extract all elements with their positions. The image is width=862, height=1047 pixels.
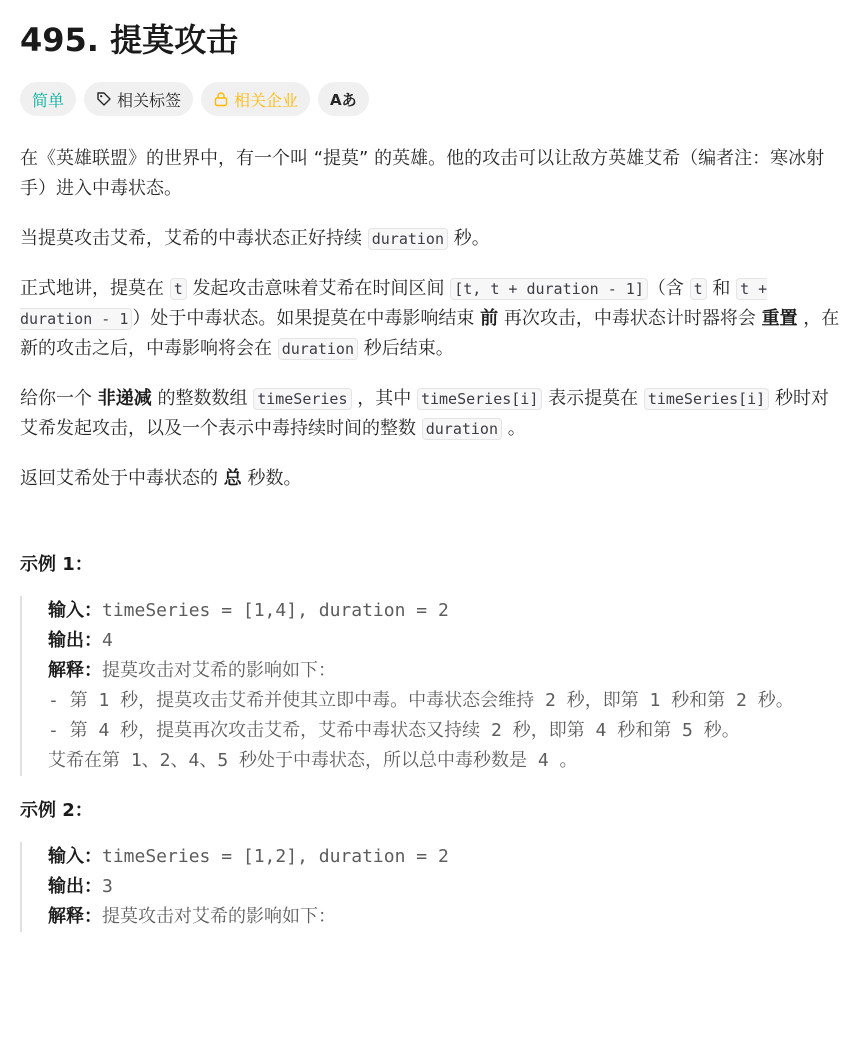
inline-code: duration (278, 338, 358, 360)
problem-panel (20, 18, 842, 932)
text-span: 解释： (48, 660, 102, 681)
text-span: 和 (706, 278, 737, 299)
difficulty-label: 简单 (32, 90, 65, 110)
example-explanation: 提莫攻击对艾希的影响如下： (102, 906, 336, 927)
text-span: 输出： (48, 630, 102, 651)
translate-button[interactable] (318, 82, 369, 116)
example-input: timeSeries = [1,4], duration = 2 (102, 600, 449, 621)
text-span (48, 596, 842, 626)
text-span: 秒。 (447, 228, 490, 249)
bold-text: 前 (480, 308, 499, 329)
example-block (20, 842, 842, 932)
explanation-line: 艾希在第 1、2、4、5 秒处于中毒状态，所以总中毒秒数是 4 。 (48, 750, 578, 771)
text-span (48, 872, 842, 902)
related-companies-label: 相关企业 (234, 90, 299, 110)
related-companies-button[interactable] (201, 82, 310, 116)
problem-title[interactable]: 495. 提莫攻击 (20, 21, 239, 59)
inline-code: timeSeries (253, 388, 351, 410)
text-span: 给你一个 (20, 388, 98, 409)
text-span: 。 (501, 418, 526, 439)
inline-code: t + duration - 1 (20, 280, 768, 328)
example-output: 4 (102, 630, 113, 651)
text-span (48, 656, 842, 686)
explanation-line: - 第 4 秒，提莫再次攻击艾希，艾希中毒状态又持续 2 秒，即第 4 秒和第 5 秒。 (48, 720, 740, 741)
explanation-line: - 第 1 秒，提莫攻击艾希并使其立即中毒。中毒状态会维持 2 秒，即第 1 秒和第 2 秒。 (48, 690, 794, 711)
description-paragraph (20, 384, 842, 444)
related-tags-label: 相关标签 (117, 90, 182, 110)
text-span: 当提莫攻击艾希，艾希的中毒状态正好持续 (20, 228, 368, 249)
bold-text: 非递减 (97, 388, 152, 409)
translate-icon: Aあ (330, 90, 357, 109)
text-span: 正式地讲，提莫在 (20, 278, 170, 299)
inline-code: duration (422, 418, 502, 440)
text-span (48, 626, 842, 656)
text-span: 在《英雄联盟》的世界中，有一个叫 “提莫” 的英雄。他的攻击可以让敌方英雄艾希（编者注：寒冰射手）进入中毒状态。 (20, 148, 825, 199)
problem-description (20, 144, 842, 494)
related-tags-button[interactable] (84, 82, 193, 116)
inline-code: timeSeries[i] (417, 388, 542, 410)
text-span: ）处于中毒状态。如果提莫在中毒影响结束 (132, 308, 481, 329)
inline-code: [t, t + duration - 1] (450, 278, 648, 300)
text-span: 表示提莫在 (542, 388, 644, 409)
text-span: （含 (647, 278, 690, 299)
text-span: 输入： (48, 600, 102, 621)
inline-code: duration (368, 228, 448, 250)
text-span: 再次攻击，中毒状态计时器将会 (498, 308, 762, 329)
description-paragraph (20, 224, 842, 254)
text-span: 发起攻击意味着艾希在时间区间 (186, 278, 451, 299)
text-span: 返回艾希处于中毒状态的 (20, 468, 224, 489)
bold-text: 重置 (761, 308, 798, 329)
example-explanation: 提莫攻击对艾希的影响如下： (102, 660, 336, 681)
text-span: ，在新的攻击之后，中毒影响将会在 (20, 308, 840, 359)
inline-code: timeSeries[i] (644, 388, 769, 410)
text-span: 输出： (48, 876, 102, 897)
text-span: 解释： (48, 906, 102, 927)
example-title: 示例 2： (20, 800, 93, 821)
inline-code: t (170, 278, 187, 300)
lock-icon (213, 91, 229, 107)
text-span: 的整数数组 (151, 388, 254, 409)
description-paragraph (20, 464, 842, 494)
description-paragraph (20, 144, 842, 204)
text-span: 秒数。 (241, 468, 302, 489)
text-span: 秒时对艾希发起攻击，以及一个表示中毒持续时间的整数 (20, 388, 829, 439)
tag-icon (96, 91, 112, 107)
tag-bar (20, 82, 842, 116)
description-paragraph (20, 274, 842, 364)
text-span (48, 842, 842, 872)
difficulty-badge[interactable] (20, 82, 76, 116)
example-title: 示例 1： (20, 554, 93, 575)
text-span (48, 902, 842, 932)
inline-code: t (690, 278, 707, 300)
example-block (20, 596, 842, 776)
text-span: ，其中 (351, 388, 417, 409)
text-span: 秒后结束。 (357, 338, 454, 359)
example-input: timeSeries = [1,2], duration = 2 (102, 846, 449, 867)
example-output: 3 (102, 876, 113, 897)
text-span: 输入： (48, 846, 102, 867)
bold-text: 总 (223, 468, 242, 489)
